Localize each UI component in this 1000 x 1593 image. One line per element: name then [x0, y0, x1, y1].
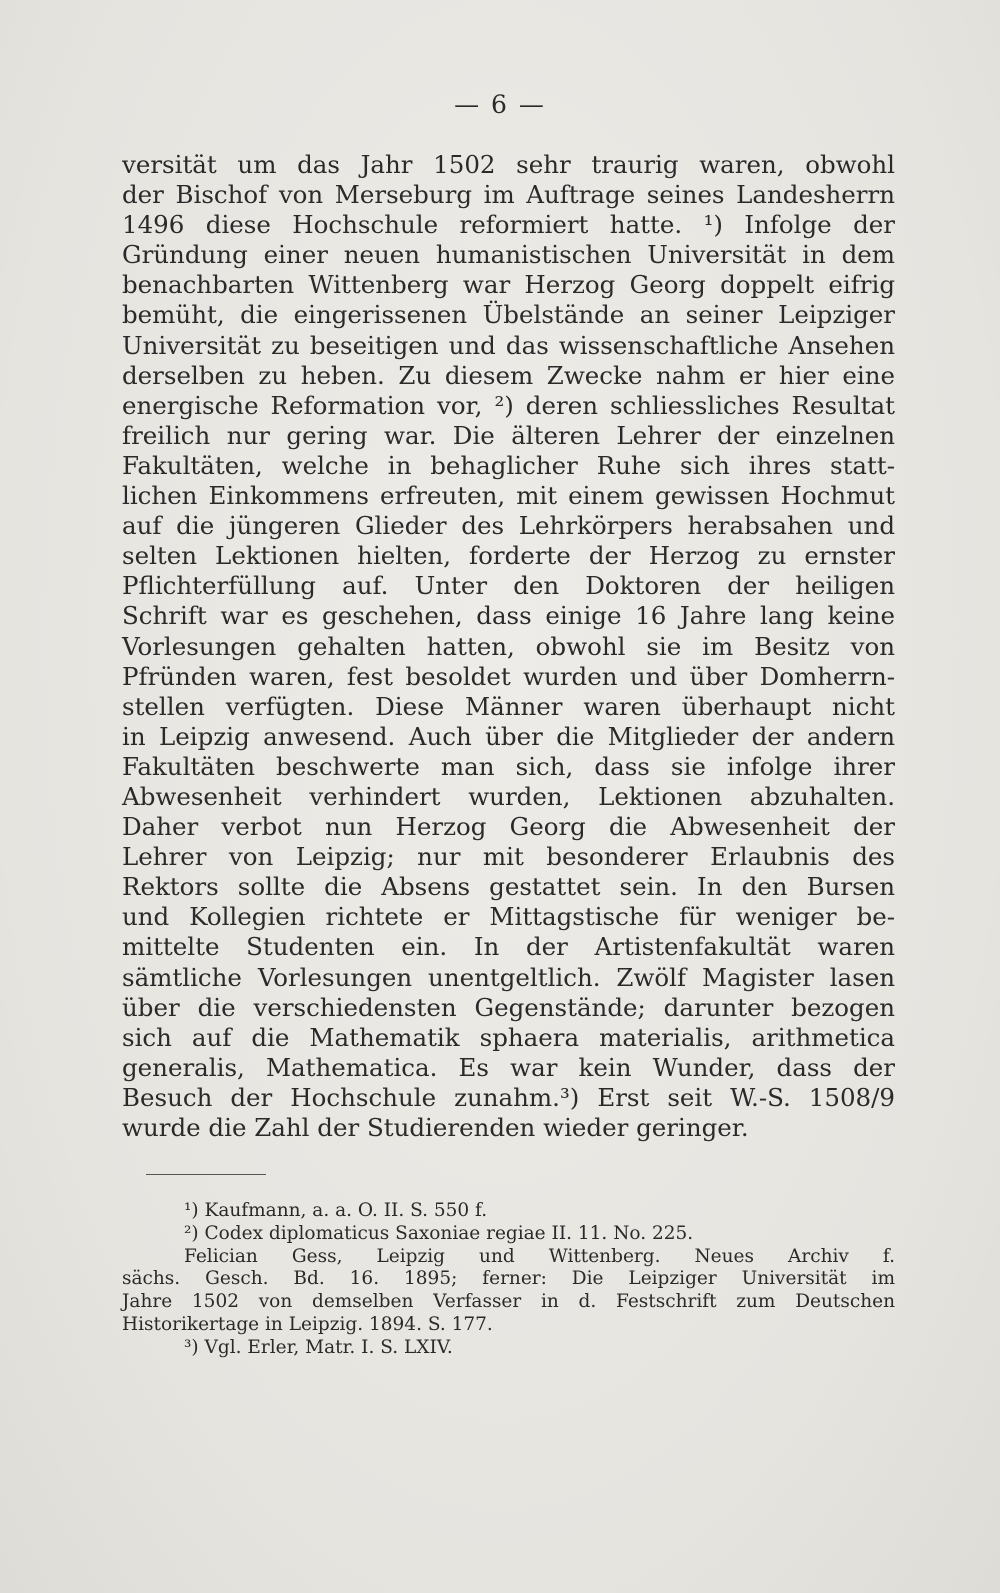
footnote-1: ¹) Kaufmann, a. a. O. II. S. 550 f. — [184, 1200, 488, 1221]
footnotes — [122, 1200, 895, 1360]
body-text — [122, 150, 895, 1143]
text-line: Rektors sollte die Absens gestattet sein. In den Bursen — [122, 872, 895, 902]
footnote-2-line-1: ²) Codex diplomaticus Saxoniae regiae II. 11. No. 225. — [184, 1222, 694, 1244]
footnote-2-line-4: Jahre 1502 von demselben Verfasser in d. Festschrift zum Deutschen — [122, 1291, 895, 1313]
text-line: derselben zu heben. Zu diesem Zwecke nahm er hier eine — [122, 360, 895, 390]
text-line: sich auf die Mathematik sphaera materialis, arithmetica — [122, 1022, 895, 1052]
text-line: Pfründen waren, fest besoldet wurden und über Domherrn- — [122, 661, 895, 691]
text-line: generalis, Mathematica. Es war kein Wunder, dass der — [122, 1052, 895, 1082]
text-line: und Kollegien richtete er Mittagstische für weniger be- — [122, 902, 895, 932]
text-line: lichen Einkommens erfreuten, mit einem gewissen Hochmut — [122, 481, 895, 511]
footnote-3: ³) Vgl. Erler, Matr. I. S. LXIV. — [184, 1336, 453, 1358]
text-line: Lehrer von Leipzig; nur mit besonderer Erlaubnis des — [122, 842, 895, 872]
text-line: sämtliche Vorlesungen unentgeltlich. Zwölf Magister lasen — [122, 962, 895, 992]
text-line: selten Lektionen hielten, forderte der Herzog zu ernster — [122, 541, 895, 571]
text-line: benachbarten Wittenberg war Herzog Georg doppelt eifrig — [122, 270, 895, 300]
text-line: Daher verbot nun Herzog Georg die Abwesenheit der — [122, 812, 895, 842]
text-line: Vorlesungen gehalten hatten, obwohl sie im Besitz von — [122, 631, 895, 661]
text-line: Universität zu beseitigen und das wissenschaftliche Ansehen — [122, 330, 895, 360]
text-line: wurde die Zahl der Studierenden wieder geringer. — [122, 1113, 749, 1142]
footnote-divider — [146, 1174, 266, 1175]
text-line: Fakultäten, welche in behaglicher Ruhe sich ihres statt- — [122, 450, 895, 480]
text-line: Abwesenheit verhindert wurden, Lektionen abzuhalten. — [122, 781, 895, 811]
text-line: mittelte Studenten ein. In der Artistenfakultät waren — [122, 932, 895, 962]
text-line: in Leipzig anwesend. Auch über die Mitglieder der andern — [122, 721, 895, 751]
text-line: stellen verfügten. Diese Männer waren überhaupt nicht — [122, 691, 895, 721]
text-line: bemüht, die eingerissenen Übelstände an seiner Leipziger — [122, 300, 895, 330]
text-line: energische Reformation vor, ²) deren schliessliches Resultat — [122, 390, 895, 420]
text-line: freilich nur gering war. Die älteren Lehrer der einzelnen — [122, 420, 895, 450]
footnote-2-line-3: sächs. Gesch. Bd. 16. 1895; ferner: Die Leipziger Universität im — [122, 1268, 895, 1290]
text-line: Pflichterfüllung auf. Unter den Doktoren der heiligen — [122, 571, 895, 601]
text-line: der Bischof von Merseburg im Auftrage seines Landesherrn — [122, 180, 895, 210]
page-number: — 6 — — [454, 90, 546, 119]
text-line: Gründung einer neuen humanistischen Universität in dem — [122, 240, 895, 270]
text-line: auf die jüngeren Glieder des Lehrkörpers herabsahen und — [122, 511, 895, 541]
text-line: Besuch der Hochschule zunahm.³) Erst seit W.-S. 1508/9 — [122, 1082, 895, 1112]
text-line: 1496 diese Hochschule reformiert hatte. ¹) Infolge der — [122, 210, 895, 240]
text-line: Fakultäten beschwerte man sich, dass sie infolge ihrer — [122, 751, 895, 781]
footnote-2-line-5: Historikertage in Leipzig. 1894. S. 177. — [122, 1313, 493, 1335]
text-line: versität um das Jahr 1502 sehr traurig waren, obwohl — [122, 150, 895, 179]
footnote-2-line-2: Felician Gess, Leipzig und Wittenberg. Neues Archiv f. — [184, 1245, 895, 1267]
text-line: über die verschiedensten Gegenstände; darunter bezogen — [122, 992, 895, 1022]
text-line: Schrift war es geschehen, dass einige 16 Jahre lang keine — [122, 601, 895, 631]
